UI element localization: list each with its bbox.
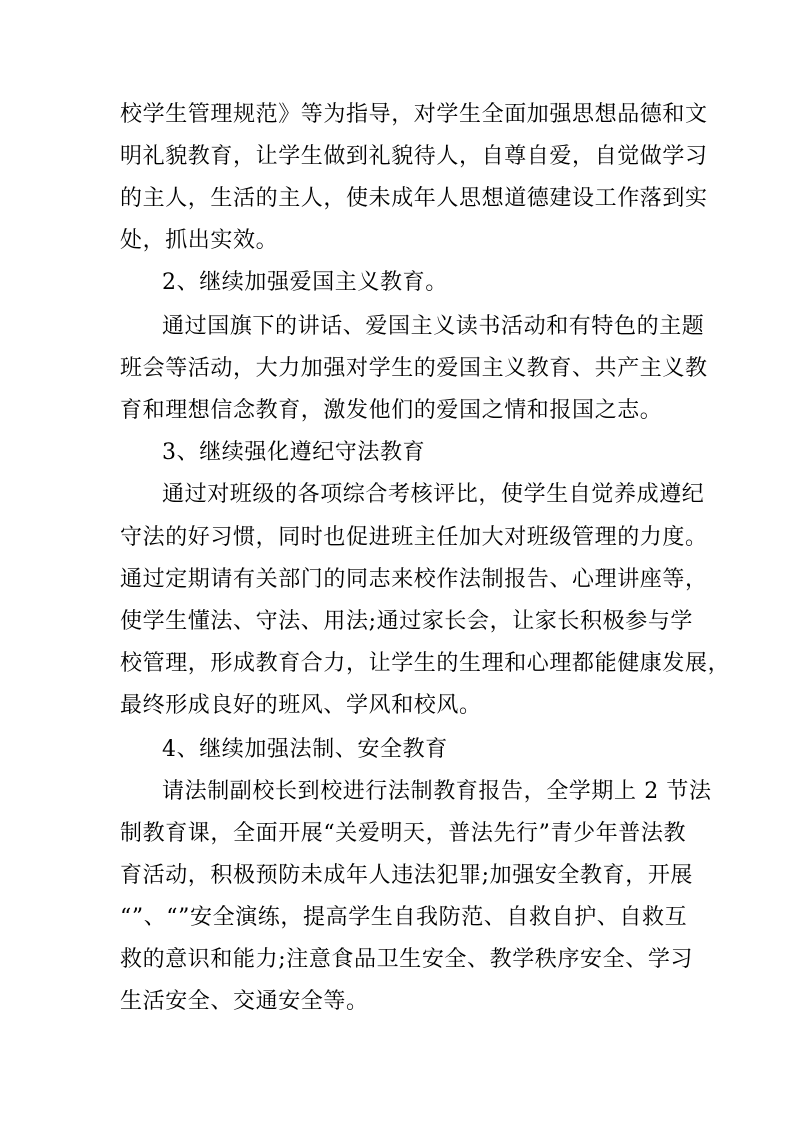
paragraph-line: 处，抓出实效。 — [120, 228, 279, 253]
section-heading-3: 3、继续强化遵纪守法教育 — [162, 440, 426, 465]
paragraph-line: 请法制副校长到校进行法制教育报告，全学期上 2 节法 — [162, 779, 712, 804]
paragraph-line: 守法的好习惯，同时也促进班主任加大对班级管理的力度。 — [120, 525, 708, 550]
paragraph-line: 校学生管理规范》等为指导，对学生全面加强思想品德和文 — [120, 102, 708, 127]
paragraph-line: 的主人，生活的主人，使未成年人思想道德建设工作落到实 — [120, 186, 708, 211]
paragraph-line: 育和理想信念教育，激发他们的爱国之情和报国之志。 — [120, 398, 663, 423]
paragraph-line: 育活动，积极预防未成年人违法犯罪;加强安全教育，开展 — [120, 863, 694, 888]
paragraph-line: 通过定期请有关部门的同志来校作法制报告、心理讲座等， — [120, 567, 708, 592]
paragraph-line: 通过对班级的各项综合考核评比，使学生自觉养成遵纪 — [162, 482, 705, 507]
paragraph-line: 校管理，形成教育合力，让学生的生理和心理都能健康发展， — [120, 651, 731, 676]
paragraph-line: 救的意识和能力;注意食品卫生安全、教学秩序安全、学习 — [120, 947, 694, 972]
paragraph-line: 通过国旗下的讲话、爱国主义读书活动和有特色的主题 — [162, 314, 705, 339]
paragraph-line: 最终形成良好的班风、学风和校风。 — [120, 693, 482, 718]
paragraph-line: “”、“”安全演练，提高学生自我防范、自救自护、自救互 — [120, 905, 688, 930]
section-heading-4: 4、继续加强法制、安全教育 — [162, 737, 448, 762]
paragraph-line: 明礼貌教育，让学生做到礼貌待人，自尊自爱，自觉做学习 — [120, 144, 708, 169]
paragraph-line: 生活安全、交通安全等。 — [120, 989, 369, 1014]
section-heading-2: 2、继续加强爱国主义教育。 — [162, 270, 448, 295]
paragraph-line: 班会等活动，大力加强对学生的爱国主义教育、共产主义教 — [120, 356, 708, 381]
paragraph-line: 使学生懂法、守法、用法;通过家长会，让家长积极参与学 — [120, 609, 694, 634]
paragraph-line: 制教育课，全面开展“关爱明天，普法先行”青少年普法教 — [120, 821, 687, 846]
